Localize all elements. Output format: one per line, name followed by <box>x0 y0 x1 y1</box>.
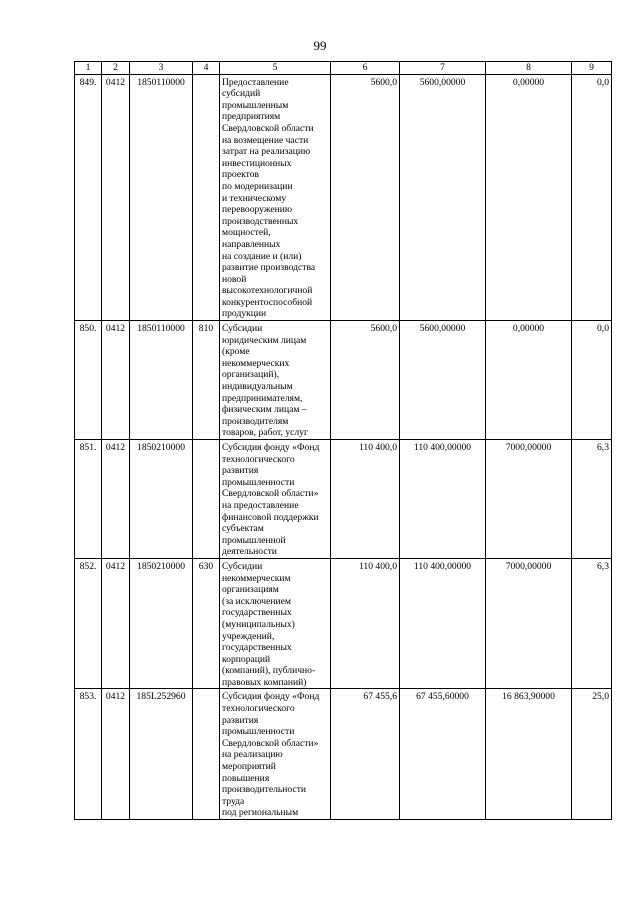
header-cell: 4 <box>193 62 220 75</box>
header-cell: 7 <box>400 62 486 75</box>
page-number: 99 <box>313 38 327 53</box>
planned-amount: 110 400,0 <box>331 558 400 689</box>
header-row <box>75 62 612 75</box>
table-row <box>75 74 612 320</box>
section-code: 0412 <box>102 440 130 559</box>
header-cell: 1 <box>75 62 102 75</box>
expense-type: 630 <box>193 558 220 689</box>
table-row <box>75 440 612 559</box>
budget-table <box>74 61 612 820</box>
section-code: 0412 <box>102 558 130 689</box>
execution-percent: 0,0 <box>572 74 612 320</box>
header-cell: 2 <box>102 62 130 75</box>
approved-amount: 110 400,00000 <box>400 440 486 559</box>
planned-amount: 5600,0 <box>331 321 400 440</box>
execution-percent: 0,0 <box>572 321 612 440</box>
execution-percent: 6,3 <box>572 558 612 689</box>
header-cell: 3 <box>130 62 193 75</box>
executed-amount: 0,00000 <box>486 321 572 440</box>
item-name: Субсидия фонду «Фонд технологического развития промышленности Свердловской области» на реализацию мероприятий повышения производительности труда под региональным <box>220 689 331 820</box>
row-number: 852. <box>75 558 102 689</box>
approved-amount: 5600,00000 <box>400 321 486 440</box>
header-cell: 8 <box>486 62 572 75</box>
article-code: 1850110000 <box>130 321 193 440</box>
section-code: 0412 <box>102 689 130 820</box>
section-code: 0412 <box>102 321 130 440</box>
table-row <box>75 689 612 820</box>
approved-amount: 110 400,00000 <box>400 558 486 689</box>
approved-amount: 67 455,60000 <box>400 689 486 820</box>
expense-type <box>193 74 220 320</box>
article-code: 185L252960 <box>130 689 193 820</box>
planned-amount: 67 455,6 <box>331 689 400 820</box>
table-row <box>75 321 612 440</box>
executed-amount: 7000,00000 <box>486 558 572 689</box>
item-name: Субсидия фонду «Фонд технологического развития промышленности Свердловской области» на предоставление финансовой поддержки субъектам промышленной деятельности <box>220 440 331 559</box>
planned-amount: 5600,0 <box>331 74 400 320</box>
row-number: 853. <box>75 689 102 820</box>
table-row <box>75 558 612 689</box>
article-code: 1850210000 <box>130 440 193 559</box>
header-cell: 9 <box>572 62 612 75</box>
execution-percent: 6,3 <box>572 440 612 559</box>
header-cell: 6 <box>331 62 400 75</box>
header-cell: 5 <box>220 62 331 75</box>
section-code: 0412 <box>102 74 130 320</box>
executed-amount: 16 863,90000 <box>486 689 572 820</box>
planned-amount: 110 400,0 <box>331 440 400 559</box>
executed-amount: 7000,00000 <box>486 440 572 559</box>
execution-percent: 25,0 <box>572 689 612 820</box>
row-number: 849. <box>75 74 102 320</box>
expense-type <box>193 689 220 820</box>
article-code: 1850110000 <box>130 74 193 320</box>
item-name: Субсидии некоммерческим организациям (за исключением государственных (муниципальных) учреждений, государственных корпораций (компаний), публично- правовых компаний) <box>220 558 331 689</box>
item-name: Предоставление субсидий промышленным предприятиям Свердловской области на возмещение части затрат на реализацию инвестиционных проектов по модернизации и техническому перевооружению производственных мощностей, направленных на создание и (или) развитие производства новой высокотехнологичной конкурентоспособной продукции <box>220 74 331 320</box>
row-number: 851. <box>75 440 102 559</box>
item-name: Субсидии юридическим лицам (кроме некоммерческих организаций), индивидуальным предпринимателям, физическим лицам – производителям товаров, работ, услуг <box>220 321 331 440</box>
expense-type: 810 <box>193 321 220 440</box>
approved-amount: 5600,00000 <box>400 74 486 320</box>
article-code: 1850210000 <box>130 558 193 689</box>
expense-type <box>193 440 220 559</box>
executed-amount: 0,00000 <box>486 74 572 320</box>
row-number: 850. <box>75 321 102 440</box>
